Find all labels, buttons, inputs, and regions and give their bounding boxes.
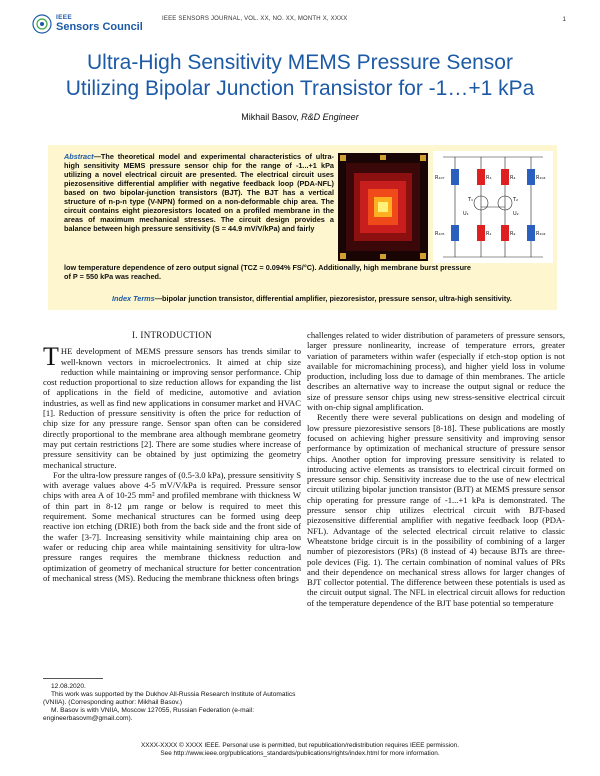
author-name: Mikhail Basov, (241, 112, 302, 122)
circuit-diagram (433, 151, 553, 263)
paper-title-line-1: Ultra-High Sensitivity MEMS Pressure Sensor (87, 51, 513, 74)
circuit-label-u1: U₁ (463, 211, 469, 217)
paper-title-line-2: Utilizing Bipolar Junction Transistor for -1…+1 kPa (65, 77, 535, 100)
circuit-label-r5: R₁₀₅ (435, 231, 445, 237)
circuit-label-t1: T₁ (468, 197, 474, 203)
copyright-line-2: See http://www.ieee.org/publications_standards/publications/rights/index.html for more information. (160, 750, 440, 757)
circuit-label-u2: U₂ (513, 211, 519, 217)
running-head: IEEE SENSORS JOURNAL, VOL. XX, NO. XX, MONTH X, XXXX (162, 16, 348, 22)
drop-cap: T (43, 342, 59, 372)
author-affiliation: R&D Engineer (301, 112, 359, 122)
right-paragraph-2: Recently there were several publications on design and modeling of low pressure piezoresistive sensors [8-18]. These publications are mostly focused on achieving higher pressure sensitivity and improving sensor performance by optimization of mechanical structure of pressure sensor chips. Another option for improving pressure sensitivity is related to introducing active elements as transistors to electrical circuit formed on pressure sensor chip. Sensitivity increase due to the use of new electrical circuit utilizing bipolar junction transistor (BJT) at MEMS pressure sensor chip operating for pressure range of -1...+1 kPa is demonstrated. The pressure sensor chip utilizes electrical circuit with BJT-based piezosensitive differential amplifier with negative feedback loop (PDA-NFL). Advantage of the selected electrical circuit relative to classic Wheatstone bridge circuit is in the possibility of combining of a larger number of piezoresistors (PRs) (8 instead of 4) because BJTs are three-pole devices (Fig. 1). The certain combination of nominal values of PRs and their dependence on mechanical stress allows for larger changes of BJT collector potential. The difference between these potentials is used as the circuit output signal. The NFL in electrical circuit allows for reduction of the temperature dependence of the BJT base potential so temperature (307, 412, 565, 608)
abstract-box (48, 145, 557, 310)
copyright-line-1: XXXX-XXXX © XXXX IEEE. Personal use is permitted, but republication/redistribution requires IEEE permission. (141, 742, 459, 749)
sensors-council-logo-icon (32, 14, 52, 34)
circuit-label-t2: T₂ (513, 197, 519, 203)
left-column (43, 330, 301, 583)
index-terms (112, 294, 512, 303)
intro-paragraph-1 (43, 342, 301, 470)
copyright-footer (0, 742, 600, 758)
circuit-label-r6: R₁ (486, 231, 492, 237)
circuit-label-r1: R₁₀₇ (435, 175, 445, 181)
footnote-date: 12.08.2020. (51, 683, 86, 690)
footnote-author-info: M. Basov is with VNIIA, Moscow 127055, Russian Federation (e-mail: engineerbasovm@gmail.com). (43, 707, 255, 722)
abstract-line-a: low temperature dependence of zero output signal (TCZ = 0.094% FS/°C). Additionally, high membrane burst pressure (64, 263, 471, 272)
logo-council-text: Sensors Council (56, 21, 143, 33)
abstract-text (64, 152, 334, 233)
intro-paragraph-2: For the ultra-low pressure ranges of (0.5-3.0 kPa), pressure sensitivity S with average values above 4-5 mV/V/kPa is required. Pressure sensor chips with area A of 10-25 mm² and profiled membrane with thickness W of thin part in 8-12 μm range or below is required to meet this requirement. Some mechanical structures can be formed using deep reactive ion etching (DRIE) both from the back side and the front side of the wafer [3-7]. Increasing sensitivity while maintaining chip area on wafer or reducing chip area while maintaining sensitivity for ultra-low pressure ranges requires the membrane thickness reduction and optimization of geometry of mechanical structure for better concentration of mechanical stress (MS). Reducing the membrane thickness often brings (43, 469, 301, 583)
right-paragraph-1: challenges related to wider distribution of parameters of pressure sensors, larger pressure nonlinearity, increase of temperature errors, greater variation of parameters within wafer (especially if etch-stop option is not available for micromachining process), and higher yield loss in volume production, including loss due to damage of thin membranes. The article describes an alternative way to increase the output signal or reduce the size of pressure sensor chips using new stress-sensitive electrical circuit with on-chip signal amplification. (307, 330, 565, 413)
sensor-chip-image (338, 153, 428, 261)
abstract-line-b: of P = 550 kPa was reached. (64, 272, 162, 281)
circuit-label-r7: R₂ (510, 231, 516, 237)
circuit-label-r4: R₁₀₄ (536, 175, 546, 181)
footnote-funding: This work was supported by the Dukhov All-Russia Research Institute of Automatics (VNIIA). (Corresponding author: Mikhail Basov.) (43, 691, 296, 706)
circuit-label-r3: R₄ (510, 175, 516, 181)
page-number: 1 (562, 16, 566, 23)
circuit-label-r2: R₃ (486, 175, 492, 181)
abstract-label: Abstract (64, 152, 94, 161)
right-column (307, 330, 565, 608)
section-heading: I. INTRODUCTION (132, 330, 212, 340)
footnote-divider (43, 678, 103, 679)
index-terms-label: Index Terms (112, 294, 155, 303)
ieee-sensors-council-logo (32, 12, 152, 40)
abstract-body: —The theoretical model and experimental characteristics of ultra-high sensitivity MEMS pressure sensor chip for the range of -1...+1 kPa utilizing a novel electrical circuit are presented. The electrical circuit uses piezosensitive differential amplifier with negative feedback loop (PDA-NFL) based on two bipolar-junction transistors (BJT). The BJT has a vertical structure of n-p-n type (V-NPN) formed on a non-deformable chip area. The circuit contains eight piezoresistors located on a profiled membrane in the areas of maximum mechanical stresses. The circuit design provides a balance between high pressure sensitivity (S = 44.9 mV/V/kPa) and fairly (64, 152, 334, 233)
author-line (0, 112, 600, 122)
index-terms-text: —bipolar junction transistor, differential amplifier, piezoresistor, pressure sensor, ultra-high sensitivity. (154, 294, 512, 303)
logo-ieee-text: IEEE (56, 14, 73, 21)
circuit-label-r8: R₁₀₂ (536, 231, 546, 237)
intro-paragraph-1-text: HE development of MEMS pressure sensors has trends similar to well-known vectors in microelectronics. It aimed at chip size reduction while maintaining or improving sensor performance. Chip cost reduction proportional to size reduction allows for expanding the list of applications in the field of medicine, automotive and aviation industries, as well as find new applications in consumer market and HVAC [1]. Reduction of pressure sensitivity is often the price for reduction of chip size for any pressure range. Sensor span often can be considered directly proportional to the membrane area although membrane geometry may put certain restrictions [2]. There are some studies where increase of pressure sensitivity can be obtained by just optimizing the geometry mechanical structure. (43, 346, 301, 470)
footnote (43, 683, 301, 723)
